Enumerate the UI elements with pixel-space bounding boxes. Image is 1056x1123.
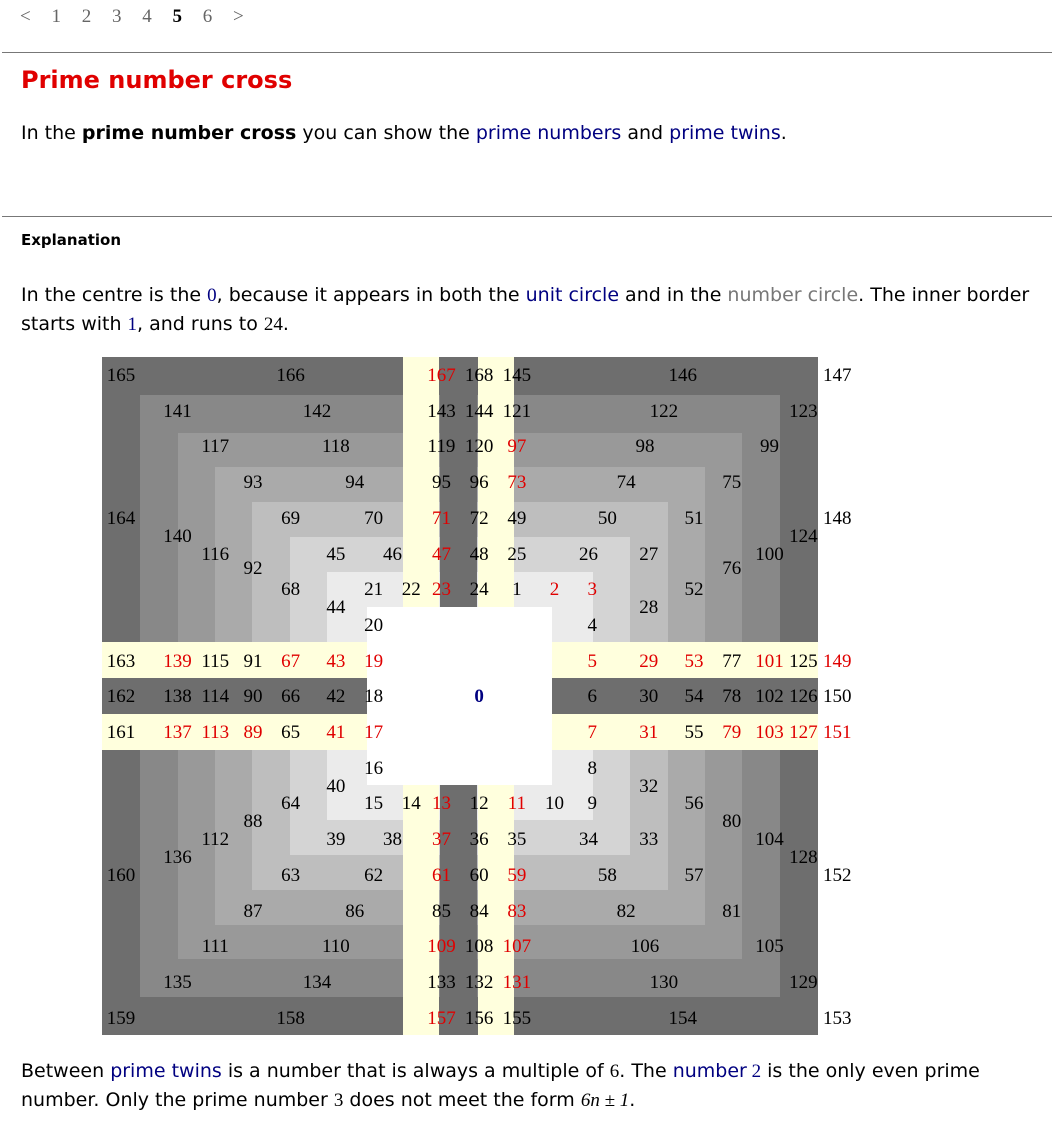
cross-number-9: 9 [587,793,597,815]
cross-number-125: 125 [789,650,818,672]
cross-number-35: 35 [507,829,527,851]
cross-number-143: 143 [427,400,456,422]
cross-number-62: 62 [364,864,384,886]
cross-number-119: 119 [427,436,456,458]
formula: 6n ± 1 [580,1090,630,1111]
cross-number-104: 104 [755,829,784,851]
cross-number-124: 124 [789,525,818,547]
cross-number-106: 106 [630,936,660,958]
cross-number-127: 127 [789,722,818,743]
cross-number-142: 142 [302,400,332,422]
cross-number-48: 48 [469,543,489,565]
cross-number-151: 151 [823,722,852,743]
cross-number-84: 84 [469,900,489,922]
cross-number-107: 107 [502,936,532,958]
cross-number-168: 168 [464,365,494,386]
cross-number-77: 77 [722,650,742,672]
cross-number-14: 14 [401,793,421,815]
cross-number-109: 109 [427,936,456,958]
cross-number-75: 75 [722,472,742,494]
pager-page-5-current: 5 [172,6,182,27]
cross-number-56: 56 [684,793,704,815]
cross-number-0: 0 [474,686,484,708]
cross-number-53: 53 [684,650,704,672]
cross-number-43: 43 [326,650,346,672]
cross-number-17: 17 [364,722,384,743]
cross-number-163: 163 [106,650,136,672]
link-number-circle[interactable]: number circle [727,284,859,306]
cross-number-154: 154 [668,1007,697,1029]
cross-number-12: 12 [469,793,489,815]
cross-number-165: 165 [106,365,136,386]
cross-number-19: 19 [364,650,384,672]
cross-number-79: 79 [722,722,742,743]
cross-number-97: 97 [507,436,527,458]
cross-number-52: 52 [684,579,704,601]
cross-number-99: 99 [759,436,779,458]
cross-number-25: 25 [507,543,527,565]
cross-number-5: 5 [587,650,597,672]
cross-number-8: 8 [587,757,597,779]
prime-number-cross [102,357,852,1035]
cross-number-148: 148 [823,507,852,529]
cross-number-92: 92 [243,557,263,579]
cross-number-115: 115 [201,650,230,672]
cross-number-40: 40 [326,775,346,797]
pager-page-3[interactable]: 3 [111,6,122,27]
cross-number-76: 76 [722,557,742,579]
cross-number-150: 150 [823,686,852,708]
cross-number-37: 37 [431,829,451,851]
cross-number-130: 130 [649,971,679,993]
cross-number-33: 33 [639,829,659,851]
cross-number-46: 46 [382,543,402,565]
cross-number-94: 94 [345,472,365,494]
cross-number-66: 66 [281,686,301,708]
cross-number-116: 116 [201,543,230,565]
cross-number-42: 42 [326,686,346,708]
cross-number-90: 90 [243,686,263,708]
cross-number-83: 83 [507,900,527,922]
cross-number-15: 15 [364,793,384,815]
cross-number-36: 36 [469,829,489,851]
pagination [20,6,260,28]
cross-number-95: 95 [431,472,451,494]
cross-number-58: 58 [597,864,617,886]
cross-number-136: 136 [163,846,192,868]
cross-number-126: 126 [789,686,818,708]
cross-number-63: 63 [281,864,301,886]
cross-number-13: 13 [431,793,451,815]
cross-number-34: 34 [578,829,598,851]
cross-number-152: 152 [823,864,852,886]
cross-number-45: 45 [326,543,346,565]
cross-number-157: 157 [427,1007,456,1029]
cross-number-2: 2 [549,579,560,601]
cross-number-131: 131 [502,971,532,993]
pager-next[interactable]: > [232,6,244,27]
intro-paragraph: In the prime number cross you can show the prime numbers and prime twins. [21,122,787,144]
cross-number-149: 149 [823,650,852,672]
cross-number-64: 64 [281,793,301,815]
divider-top [2,52,1052,53]
cross-number-20: 20 [364,614,384,636]
cross-number-108: 108 [464,936,494,958]
cross-number-144: 144 [464,400,494,422]
cross-number-11: 11 [507,793,526,815]
cross-number-166: 166 [276,365,305,386]
cross-number-85: 85 [431,900,451,922]
link-prime-twins[interactable]: prime twins [669,122,781,144]
cross-number-96: 96 [469,472,489,494]
page-title: Prime number cross [21,66,293,94]
pager-prev[interactable]: < [20,6,31,27]
cross-number-133: 133 [427,971,456,993]
cross-number-117: 117 [201,436,230,458]
link-prime-twins-2[interactable]: prime twins [110,1060,222,1082]
cross-number-147: 147 [823,365,852,386]
cross-number-71: 71 [431,507,451,529]
cross-number-138: 138 [163,686,192,708]
pager-page-2[interactable]: 2 [81,6,92,27]
cross-number-128: 128 [789,846,818,868]
cross-number-110: 110 [321,936,350,958]
cross-number-6: 6 [587,686,597,708]
cross-number-70: 70 [364,507,384,529]
cross-number-69: 69 [281,507,301,529]
cross-number-153: 153 [823,1007,852,1029]
cross-number-51: 51 [684,507,704,529]
cross-number-22: 22 [401,579,421,601]
cross-number-16: 16 [364,757,384,779]
section-heading: Explanation [21,231,122,249]
cross-number-73: 73 [507,472,527,494]
cross-number-21: 21 [364,579,384,601]
cross-number-68: 68 [281,579,301,601]
pager-page-1[interactable]: 1 [51,6,61,27]
cross-number-113: 113 [201,722,230,743]
zero-value: 0 [207,285,217,306]
cross-number-1: 1 [512,579,522,601]
cross-number-26: 26 [578,543,598,565]
cross-number-132: 132 [464,971,494,993]
cross-number-111: 111 [201,936,229,958]
cross-number-120: 120 [464,436,494,458]
cross-number-65: 65 [281,722,301,743]
cross-number-87: 87 [243,900,263,922]
cross-number-39: 39 [326,829,346,851]
two-value: 2 [746,1061,762,1082]
cross-number-105: 105 [755,936,784,958]
cross-number-167: 167 [427,365,456,386]
centre-white [367,607,552,785]
cross-number-31: 31 [639,722,659,743]
cross-number-135: 135 [163,971,192,993]
cross-number-155: 155 [502,1007,532,1029]
cross-number-80: 80 [722,811,742,833]
cross-number-7: 7 [587,722,597,743]
one-value: 1 [127,314,138,335]
cross-number-54: 54 [684,686,704,708]
cross-number-32: 32 [639,775,659,797]
six-value: 6 [609,1061,620,1082]
cross-number-156: 156 [464,1007,494,1029]
cross-number-72: 72 [469,507,489,529]
cross-number-24: 24 [469,579,489,601]
cross-number-98: 98 [635,436,655,458]
cross-number-61: 61 [431,864,451,886]
cross-number-118: 118 [321,436,350,458]
cross-number-159: 159 [106,1007,136,1029]
cross-number-30: 30 [639,686,659,708]
cross-number-91: 91 [243,650,263,672]
cross-number-122: 122 [649,400,679,422]
cross-number-3: 3 [587,579,597,601]
cross-number-134: 134 [302,971,332,993]
cross-number-112: 112 [201,829,230,851]
cross-number-50: 50 [597,507,617,529]
cross-number-60: 60 [469,864,489,886]
cross-number-88: 88 [243,811,263,833]
divider-section [2,216,1052,217]
twins-paragraph: Between prime twins is a number that is always a multiple of 6. The number 2 is the only even prime number. Only the prime number 3 does not meet the form 6n ± 1. [21,1060,980,1111]
cross-number-82: 82 [616,900,636,922]
cross-number-121: 121 [502,400,532,422]
cross-number-93: 93 [243,472,263,494]
link-unit-circle[interactable]: unit circle [525,284,620,306]
cross-number-59: 59 [507,864,527,886]
cross-number-55: 55 [684,722,704,743]
cross-number-81: 81 [722,900,742,922]
cross-number-86: 86 [345,900,365,922]
twentyfour-value: 24 [263,314,283,335]
cross-number-49: 49 [507,507,527,529]
cross-number-146: 146 [668,365,697,386]
cross-number-101: 101 [755,650,784,672]
three-value: 3 [333,1090,344,1111]
explanation-paragraph: In the centre is the 0, because it appears in both the unit circle and in the number circle. The inner border starts with 1, and runs to 24. [21,284,1030,335]
cross-number-41: 41 [326,722,346,743]
cross-number-100: 100 [755,543,784,565]
link-prime-numbers[interactable]: prime numbers [475,122,622,144]
cross-number-23: 23 [431,579,451,601]
cross-number-67: 67 [281,650,301,672]
cross-number-27: 27 [639,543,659,565]
pager-page-6[interactable]: 6 [202,6,213,27]
cross-number-129: 129 [789,971,818,993]
cross-number-164: 164 [106,507,136,529]
cross-number-139: 139 [163,650,192,672]
cross-number-140: 140 [163,525,192,547]
cross-number-160: 160 [106,864,136,886]
cross-number-145: 145 [502,365,532,386]
cross-number-137: 137 [163,722,192,743]
cross-number-29: 29 [639,650,659,672]
link-number[interactable]: number [672,1060,747,1082]
cross-number-161: 161 [106,722,136,743]
cross-number-44: 44 [326,597,346,619]
cross-number-74: 74 [616,472,636,494]
intro-bold-term: prime number cross [81,122,297,144]
cross-number-123: 123 [789,400,818,422]
cross-number-158: 158 [276,1007,305,1029]
cross-number-47: 47 [431,543,451,565]
cross-number-10: 10 [545,793,565,815]
cross-number-57: 57 [684,864,704,886]
cross-number-102: 102 [755,686,784,708]
cross-number-114: 114 [201,686,230,708]
cross-number-78: 78 [722,686,742,708]
cross-number-89: 89 [243,722,263,743]
cross-number-18: 18 [364,686,384,708]
cross-number-141: 141 [163,400,192,422]
cross-number-38: 38 [382,829,402,851]
cross-number-162: 162 [106,686,136,708]
cross-number-4: 4 [587,614,597,636]
cross-number-103: 103 [755,722,784,743]
cross-number-28: 28 [639,597,659,619]
pager-page-4[interactable]: 4 [142,6,152,27]
